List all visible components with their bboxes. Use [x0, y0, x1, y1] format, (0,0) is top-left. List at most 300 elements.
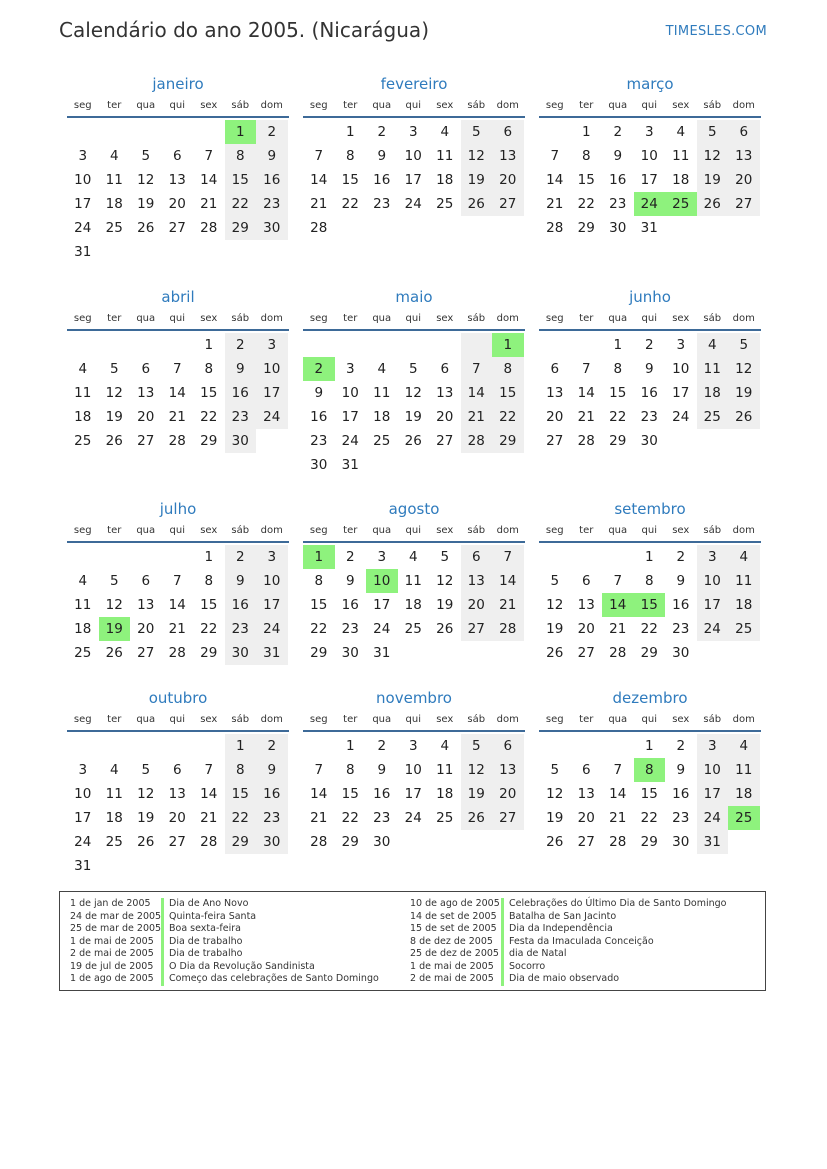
day-cell: 22 — [310, 621, 328, 637]
day-cell: 18 — [404, 597, 422, 613]
weekday-header — [303, 710, 525, 732]
day-cell: 31 — [640, 220, 658, 236]
day-cell: 12 — [461, 758, 493, 782]
legend-swatch — [161, 948, 164, 961]
legend-date: 1 de mai de 2005 — [410, 960, 494, 972]
month-novembro — [303, 686, 525, 854]
weekday-label: seg — [309, 525, 328, 536]
day-cell: 19 — [105, 409, 123, 425]
day-cell: 16 — [672, 786, 690, 802]
day-cell: 21 — [200, 196, 218, 212]
legend-name: Dia de Ano Novo — [169, 898, 249, 909]
day-grid — [539, 120, 761, 240]
day-cell: 6 — [172, 148, 182, 164]
weekday-label: dom — [732, 714, 755, 725]
day-cell: 28 — [310, 220, 328, 236]
day-cell: 10 — [672, 361, 690, 377]
day-cell: 16 — [373, 786, 391, 802]
day-cell: 25 — [74, 433, 92, 449]
day-cell: 7 — [581, 361, 591, 377]
day-cell: 17 — [74, 196, 92, 212]
day-cell: 27 — [168, 220, 186, 236]
weekday-label: ter — [579, 100, 594, 111]
day-cell: 4 — [697, 333, 729, 357]
legend-item — [70, 973, 379, 986]
day-cell: 6 — [581, 762, 591, 778]
day-cell: 6 — [461, 545, 493, 569]
day-cell: 28 — [168, 645, 186, 661]
day-cell: 27 — [492, 806, 524, 830]
day-cell: 7 — [550, 148, 560, 164]
day-cell: 13 — [492, 144, 524, 168]
legend-swatch — [501, 948, 504, 961]
day-cell: 3 — [408, 124, 418, 140]
day-cell: 19 — [697, 168, 729, 192]
weekday-label: sex — [672, 525, 690, 536]
day-cell: 21 — [577, 409, 595, 425]
day-cell: 25 — [436, 196, 454, 212]
day-cell: 25 — [373, 433, 391, 449]
day-cell: 26 — [436, 621, 454, 637]
day-cell: 12 — [436, 573, 454, 589]
day-cell: 14 — [492, 569, 524, 593]
day-cell: 11 — [105, 172, 123, 188]
legend-swatch — [161, 961, 164, 974]
weekday-label: dom — [496, 313, 519, 324]
month-agosto — [303, 497, 525, 665]
day-cell: 19 — [546, 621, 564, 637]
day-cell: 14 — [168, 597, 186, 613]
day-cell: 16 — [225, 381, 257, 405]
day-cell: 24 — [697, 617, 729, 641]
legend-date: 10 de ago de 2005 — [410, 898, 500, 909]
day-cell: 22 — [640, 621, 658, 637]
weekday-label: qui — [641, 525, 657, 536]
legend-name: Começo das celebrações de Santo Domingo — [169, 973, 379, 984]
day-cell: 6 — [581, 573, 591, 589]
legend-swatch — [501, 961, 504, 974]
day-cell: 27 — [577, 834, 595, 850]
day-cell: 9 — [644, 361, 654, 377]
day-cell: 11 — [404, 573, 422, 589]
day-cell: 30 — [672, 645, 690, 661]
weekday-label: seg — [309, 100, 328, 111]
day-cell: 10 — [697, 758, 729, 782]
day-cell: 27 — [168, 834, 186, 850]
day-cell: 5 — [141, 762, 151, 778]
day-cell: 15 — [341, 172, 359, 188]
weekday-label: seg — [545, 313, 564, 324]
day-cell: 11 — [728, 758, 760, 782]
weekday-label: seg — [73, 313, 92, 324]
weekday-header — [67, 521, 289, 543]
day-cell: 2 — [256, 734, 288, 758]
month-fevereiro — [303, 72, 525, 240]
day-cell: 27 — [728, 192, 760, 216]
legend-date: 25 de dez de 2005 — [410, 948, 499, 959]
weekday-label: ter — [343, 525, 358, 536]
weekday-label: qua — [372, 525, 392, 536]
day-cell: 4 — [109, 762, 119, 778]
day-cell: 29 — [577, 220, 595, 236]
weekday-label: sex — [436, 313, 454, 324]
day-cell: 31 — [373, 645, 391, 661]
day-cell: 24 — [341, 433, 359, 449]
legend-name: Festa da Imaculada Conceição — [509, 935, 654, 947]
day-cell: 9 — [613, 148, 623, 164]
legend-name: Dia de maio observado — [509, 973, 620, 984]
month-name: janeiro — [152, 75, 204, 93]
day-cell: 20 — [577, 810, 595, 826]
day-cell: 8 — [314, 573, 324, 589]
day-cell: 14 — [310, 786, 328, 802]
day-cell: 7 — [461, 357, 493, 381]
day-grid — [67, 333, 289, 453]
day-cell: 9 — [256, 144, 288, 168]
day-cell: 6 — [492, 734, 524, 758]
day-cell: 1 — [345, 124, 355, 140]
day-cell: 20 — [728, 168, 760, 192]
day-cell: 5 — [728, 333, 760, 357]
day-cell: 24 — [634, 192, 666, 216]
weekday-label: seg — [309, 714, 328, 725]
day-cell: 26 — [105, 645, 123, 661]
day-cell: 27 — [492, 192, 524, 216]
day-cell: 4 — [78, 573, 88, 589]
day-cell: 20 — [492, 168, 524, 192]
legend-item — [410, 961, 726, 974]
month-setembro — [539, 497, 761, 665]
legend-date: 14 de set de 2005 — [410, 910, 497, 922]
day-cell: 30 — [256, 830, 288, 854]
weekday-label: qui — [405, 714, 421, 725]
day-cell: 14 — [602, 593, 634, 617]
day-cell: 30 — [225, 429, 257, 453]
day-cell: 30 — [640, 433, 658, 449]
month-name: abril — [161, 288, 195, 306]
legend-date: 1 de ago de 2005 — [70, 973, 154, 984]
day-cell: 12 — [137, 172, 155, 188]
legend-name: Quinta-feira Santa — [169, 910, 257, 922]
day-cell: 4 — [109, 148, 119, 164]
legend-swatch — [161, 923, 164, 936]
day-cell: 25 — [728, 806, 760, 830]
day-cell: 12 — [137, 786, 155, 802]
legend-item — [70, 948, 379, 961]
weekday-label: sex — [436, 525, 454, 536]
day-cell: 13 — [168, 786, 186, 802]
day-cell: 12 — [461, 144, 493, 168]
day-cell: 26 — [546, 834, 564, 850]
weekday-header — [303, 521, 525, 543]
day-cell: 8 — [225, 758, 257, 782]
weekday-label: sáb — [467, 313, 486, 324]
day-cell: 12 — [105, 385, 123, 401]
day-cell: 25 — [436, 810, 454, 826]
day-cell: 24 — [74, 220, 92, 236]
day-cell: 18 — [697, 381, 729, 405]
day-cell: 14 — [168, 385, 186, 401]
day-cell: 7 — [314, 762, 324, 778]
weekday-label: qua — [136, 525, 156, 536]
day-cell: 22 — [577, 196, 595, 212]
day-cell: 27 — [137, 433, 155, 449]
day-cell: 15 — [577, 172, 595, 188]
weekday-label: qui — [405, 313, 421, 324]
day-cell: 27 — [436, 433, 454, 449]
day-cell: 6 — [550, 361, 560, 377]
day-grid — [303, 545, 525, 665]
day-cell: 23 — [256, 806, 288, 830]
day-cell: 16 — [256, 782, 288, 806]
weekday-label: qui — [405, 100, 421, 111]
day-cell: 3 — [78, 148, 88, 164]
day-cell: 8 — [634, 758, 666, 782]
day-cell: 31 — [256, 641, 288, 665]
day-cell: 28 — [168, 433, 186, 449]
day-cell: 4 — [440, 738, 450, 754]
day-cell: 3 — [697, 734, 729, 758]
weekday-label: dom — [732, 313, 755, 324]
day-cell: 10 — [74, 172, 92, 188]
weekday-label: sáb — [231, 313, 250, 324]
weekday-label: dom — [260, 714, 283, 725]
weekday-label: sáb — [231, 525, 250, 536]
day-cell: 17 — [256, 593, 288, 617]
day-cell: 29 — [640, 645, 658, 661]
day-cell: 10 — [697, 569, 729, 593]
day-cell: 25 — [728, 617, 760, 641]
day-cell: 17 — [697, 782, 729, 806]
day-cell: 26 — [461, 192, 493, 216]
day-cell: 25 — [74, 645, 92, 661]
day-cell: 5 — [109, 573, 119, 589]
day-cell: 22 — [492, 405, 524, 429]
day-cell: 22 — [200, 621, 218, 637]
day-cell: 21 — [310, 810, 328, 826]
day-cell: 27 — [546, 433, 564, 449]
day-cell: 7 — [314, 148, 324, 164]
weekday-label: ter — [579, 714, 594, 725]
weekday-header — [539, 96, 761, 118]
day-cell: 13 — [577, 786, 595, 802]
day-cell: 7 — [204, 762, 214, 778]
day-cell: 7 — [613, 573, 623, 589]
day-cell: 10 — [341, 385, 359, 401]
day-cell: 18 — [436, 786, 454, 802]
day-cell: 14 — [310, 172, 328, 188]
day-cell: 24 — [404, 196, 422, 212]
weekday-label: qua — [608, 525, 628, 536]
legend-swatch — [501, 898, 504, 911]
legend-date: 15 de set de 2005 — [410, 923, 497, 934]
legend-swatch — [501, 936, 504, 949]
weekday-label: seg — [545, 525, 564, 536]
day-cell: 11 — [436, 762, 454, 778]
day-grid — [67, 734, 289, 878]
day-cell: 6 — [728, 120, 760, 144]
weekday-header — [303, 96, 525, 118]
day-cell: 12 — [546, 786, 564, 802]
day-cell: 15 — [341, 786, 359, 802]
weekday-label: sex — [436, 714, 454, 725]
day-cell: 3 — [256, 333, 288, 357]
weekday-label: qua — [372, 714, 392, 725]
day-cell: 23 — [609, 196, 627, 212]
day-grid — [303, 120, 525, 240]
weekday-label: qui — [169, 100, 185, 111]
weekday-label: qui — [169, 313, 185, 324]
weekday-label: sáb — [467, 714, 486, 725]
weekday-label: qui — [405, 525, 421, 536]
weekday-label: seg — [73, 100, 92, 111]
weekday-label: qua — [372, 313, 392, 324]
day-cell: 11 — [105, 786, 123, 802]
day-cell: 21 — [609, 621, 627, 637]
weekday-label: qui — [641, 714, 657, 725]
day-cell: 16 — [225, 593, 257, 617]
weekday-label: sex — [200, 525, 218, 536]
weekday-header — [539, 309, 761, 331]
month-julho — [67, 497, 289, 665]
day-cell: 20 — [436, 409, 454, 425]
day-cell: 5 — [550, 762, 560, 778]
day-cell: 29 — [341, 834, 359, 850]
day-cell: 23 — [373, 196, 391, 212]
legend-item — [410, 936, 726, 949]
day-cell: 23 — [256, 192, 288, 216]
weekday-label: qua — [608, 714, 628, 725]
day-cell: 31 — [74, 858, 92, 874]
day-cell: 23 — [373, 810, 391, 826]
weekday-header — [539, 521, 761, 543]
day-cell: 16 — [672, 597, 690, 613]
day-cell: 1 — [644, 738, 654, 754]
weekday-label: ter — [343, 313, 358, 324]
day-cell: 25 — [697, 405, 729, 429]
legend-item — [410, 948, 726, 961]
weekday-label: ter — [579, 313, 594, 324]
day-cell: 13 — [461, 569, 493, 593]
day-cell: 6 — [141, 573, 151, 589]
day-cell: 20 — [168, 810, 186, 826]
day-cell: 3 — [644, 124, 654, 140]
day-cell: 24 — [373, 621, 391, 637]
day-cell: 17 — [74, 810, 92, 826]
day-cell: 13 — [137, 597, 155, 613]
day-cell: 6 — [141, 361, 151, 377]
legend-name: Celebrações do Último Dia de Santo Domingo — [509, 898, 727, 909]
day-cell: 6 — [440, 361, 450, 377]
weekday-header — [67, 710, 289, 732]
day-cell: 28 — [310, 834, 328, 850]
day-cell: 21 — [461, 405, 493, 429]
day-cell: 25 — [105, 220, 123, 236]
day-cell: 20 — [546, 409, 564, 425]
day-cell: 26 — [137, 834, 155, 850]
day-cell: 16 — [373, 172, 391, 188]
weekday-label: seg — [73, 525, 92, 536]
day-grid — [67, 120, 289, 264]
day-cell: 26 — [137, 220, 155, 236]
day-cell: 13 — [577, 597, 595, 613]
day-cell: 19 — [728, 381, 760, 405]
day-cell: 31 — [341, 457, 359, 473]
weekday-label: dom — [260, 525, 283, 536]
day-cell: 2 — [225, 545, 257, 569]
day-cell: 18 — [74, 409, 92, 425]
day-cell: 18 — [74, 621, 92, 637]
day-cell: 1 — [204, 337, 214, 353]
weekday-label: qui — [169, 525, 185, 536]
day-cell: 21 — [492, 593, 524, 617]
day-cell: 9 — [377, 762, 387, 778]
day-cell: 3 — [78, 762, 88, 778]
weekday-label: ter — [343, 714, 358, 725]
day-cell: 27 — [461, 617, 493, 641]
day-cell: 18 — [672, 172, 690, 188]
day-cell: 7 — [492, 545, 524, 569]
day-cell: 10 — [404, 762, 422, 778]
day-cell: 22 — [341, 810, 359, 826]
day-cell: 2 — [377, 738, 387, 754]
weekday-label: dom — [496, 100, 519, 111]
weekday-label: seg — [545, 714, 564, 725]
weekday-label: ter — [107, 525, 122, 536]
day-cell: 4 — [728, 734, 760, 758]
day-cell: 30 — [672, 834, 690, 850]
day-cell: 22 — [225, 806, 257, 830]
day-cell: 2 — [256, 120, 288, 144]
day-cell: 11 — [697, 357, 729, 381]
legend-name: Socorro — [509, 960, 546, 972]
day-cell: 3 — [345, 361, 355, 377]
weekday-label: seg — [309, 313, 328, 324]
day-cell: 2 — [345, 549, 355, 565]
day-cell: 21 — [310, 196, 328, 212]
day-cell: 24 — [74, 834, 92, 850]
day-cell: 19 — [546, 810, 564, 826]
day-cell: 6 — [492, 120, 524, 144]
day-cell: 29 — [225, 216, 257, 240]
weekday-label: sex — [672, 714, 690, 725]
day-cell: 23 — [225, 405, 257, 429]
day-cell: 17 — [373, 597, 391, 613]
day-cell: 12 — [697, 144, 729, 168]
brand-link[interactable]: TIMESLES.COM — [665, 24, 767, 39]
day-cell: 30 — [225, 641, 257, 665]
day-cell: 4 — [377, 361, 387, 377]
day-cell: 24 — [672, 409, 690, 425]
day-cell: 12 — [546, 597, 564, 613]
day-cell: 2 — [676, 549, 686, 565]
day-cell: 11 — [436, 148, 454, 164]
day-cell: 19 — [436, 597, 454, 613]
day-grid — [303, 333, 525, 477]
day-cell: 2 — [303, 357, 335, 381]
day-cell: 18 — [728, 782, 760, 806]
legend-item — [70, 961, 379, 974]
day-cell: 19 — [137, 810, 155, 826]
day-cell: 31 — [74, 244, 92, 260]
day-cell: 1 — [303, 545, 335, 569]
day-cell: 29 — [640, 834, 658, 850]
weekday-label: sáb — [703, 313, 722, 324]
day-cell: 7 — [613, 762, 623, 778]
month-março — [539, 72, 761, 240]
day-cell: 26 — [461, 806, 493, 830]
weekday-label: sex — [200, 313, 218, 324]
